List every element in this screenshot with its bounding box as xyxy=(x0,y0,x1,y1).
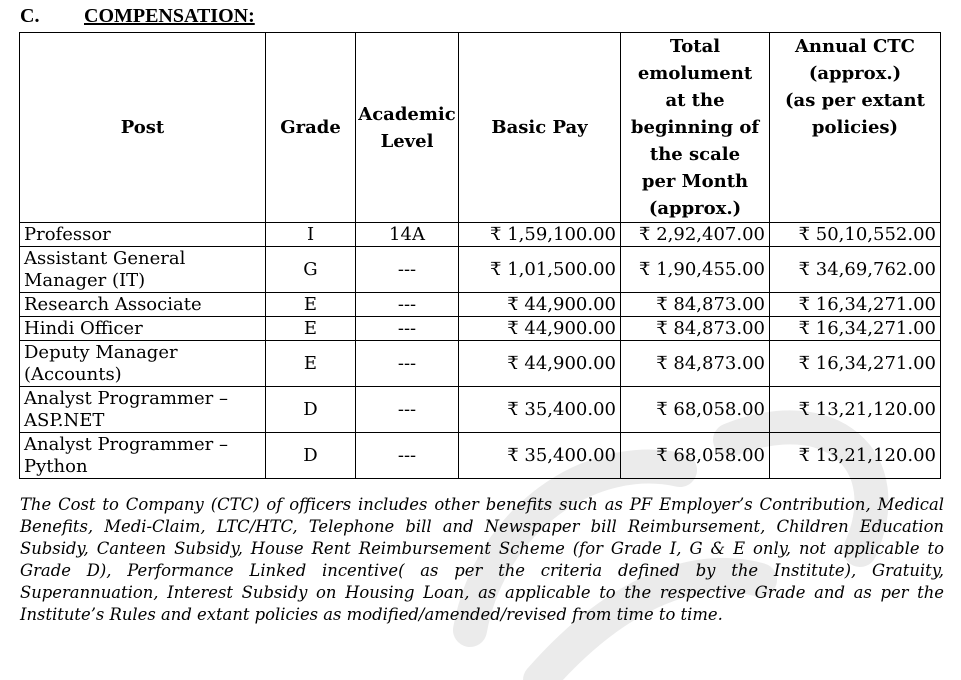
cell-basic-pay: ₹ 44,900.00 xyxy=(459,293,621,317)
table-row xyxy=(20,433,941,479)
cell-total-emolument: ₹ 1,90,455.00 xyxy=(621,247,770,293)
cell-post: Assistant General Manager (IT) xyxy=(20,247,266,293)
table-row xyxy=(20,341,941,387)
header-annual-ctc: Annual CTC (approx.) (as per extant policies) xyxy=(770,33,941,223)
cell-post: Professor xyxy=(20,223,266,247)
cell-grade: I xyxy=(266,223,356,247)
cell-academic-level: --- xyxy=(356,317,459,341)
cell-grade: D xyxy=(266,387,356,433)
cell-annual-ctc: ₹ 34,69,762.00 xyxy=(770,247,941,293)
header-academic-level: Academic Level xyxy=(356,33,459,223)
cell-academic-level: --- xyxy=(356,341,459,387)
cell-academic-level: --- xyxy=(356,387,459,433)
cell-grade: E xyxy=(266,293,356,317)
section-letter: C. xyxy=(20,5,40,27)
cell-basic-pay: ₹ 1,01,500.00 xyxy=(459,247,621,293)
cell-grade: E xyxy=(266,341,356,387)
header-total-emolument: Total emolument at the beginning of the scale per Month (approx.) xyxy=(621,33,770,223)
cell-total-emolument: ₹ 68,058.00 xyxy=(621,433,770,479)
table-row xyxy=(20,317,941,341)
cell-academic-level: --- xyxy=(356,293,459,317)
section-heading xyxy=(20,4,255,28)
cell-grade: E xyxy=(266,317,356,341)
cell-annual-ctc: ₹ 16,34,271.00 xyxy=(770,317,941,341)
cell-total-emolument: ₹ 68,058.00 xyxy=(621,387,770,433)
cell-total-emolument: ₹ 84,873.00 xyxy=(621,341,770,387)
cell-annual-ctc: ₹ 16,34,271.00 xyxy=(770,293,941,317)
cell-grade: D xyxy=(266,433,356,479)
cell-academic-level: --- xyxy=(356,247,459,293)
cell-basic-pay: ₹ 1,59,100.00 xyxy=(459,223,621,247)
cell-academic-level: --- xyxy=(356,433,459,479)
cell-post: Analyst Programmer – Python xyxy=(20,433,266,479)
cell-annual-ctc: ₹ 50,10,552.00 xyxy=(770,223,941,247)
cell-post: Hindi Officer xyxy=(20,317,266,341)
ctc-footnote: The Cost to Company (CTC) of officers includes other benefits such as PF Employer’s Contribution, Medical Benefits, Medi-Claim, LTC/HTC, Telephone bill and Newspaper bill Reimbursement, Children Education Subsidy, Canteen Subsidy, House Rent Reimbursement Scheme (for Grade I, G & E only, not applicable to Grade D), Performance Linked incentive( as per the criteria defined by the Institute), Gratuity, Superannuation, Interest Subsidy on Housing Loan, as applicable to the respective Grade and as per the Institute’s Rules and extant policies as modified/amended/revised from time to time. xyxy=(20,495,944,624)
cell-post: Analyst Programmer – ASP.NET xyxy=(20,387,266,433)
header-basic-pay: Basic Pay xyxy=(459,33,621,223)
cell-basic-pay: ₹ 35,400.00 xyxy=(459,387,621,433)
cell-basic-pay: ₹ 44,900.00 xyxy=(459,341,621,387)
cell-grade: G xyxy=(266,247,356,293)
cell-annual-ctc: ₹ 13,21,120.00 xyxy=(770,387,941,433)
cell-basic-pay: ₹ 44,900.00 xyxy=(459,317,621,341)
header-grade: Grade xyxy=(266,33,356,223)
section-title: COMPENSATION: xyxy=(84,5,255,27)
cell-post: Research Associate xyxy=(20,293,266,317)
cell-annual-ctc: ₹ 16,34,271.00 xyxy=(770,341,941,387)
header-row xyxy=(20,33,941,223)
compensation-table xyxy=(19,32,941,479)
cell-total-emolument: ₹ 84,873.00 xyxy=(621,317,770,341)
cell-academic-level: 14A xyxy=(356,223,459,247)
cell-total-emolument: ₹ 2,92,407.00 xyxy=(621,223,770,247)
table-row xyxy=(20,293,941,317)
table-row xyxy=(20,387,941,433)
cell-post: Deputy Manager (Accounts) xyxy=(20,341,266,387)
cell-annual-ctc: ₹ 13,21,120.00 xyxy=(770,433,941,479)
header-post: Post xyxy=(20,33,266,223)
table-row xyxy=(20,247,941,293)
cell-basic-pay: ₹ 35,400.00 xyxy=(459,433,621,479)
table-row xyxy=(20,223,941,247)
cell-total-emolument: ₹ 84,873.00 xyxy=(621,293,770,317)
